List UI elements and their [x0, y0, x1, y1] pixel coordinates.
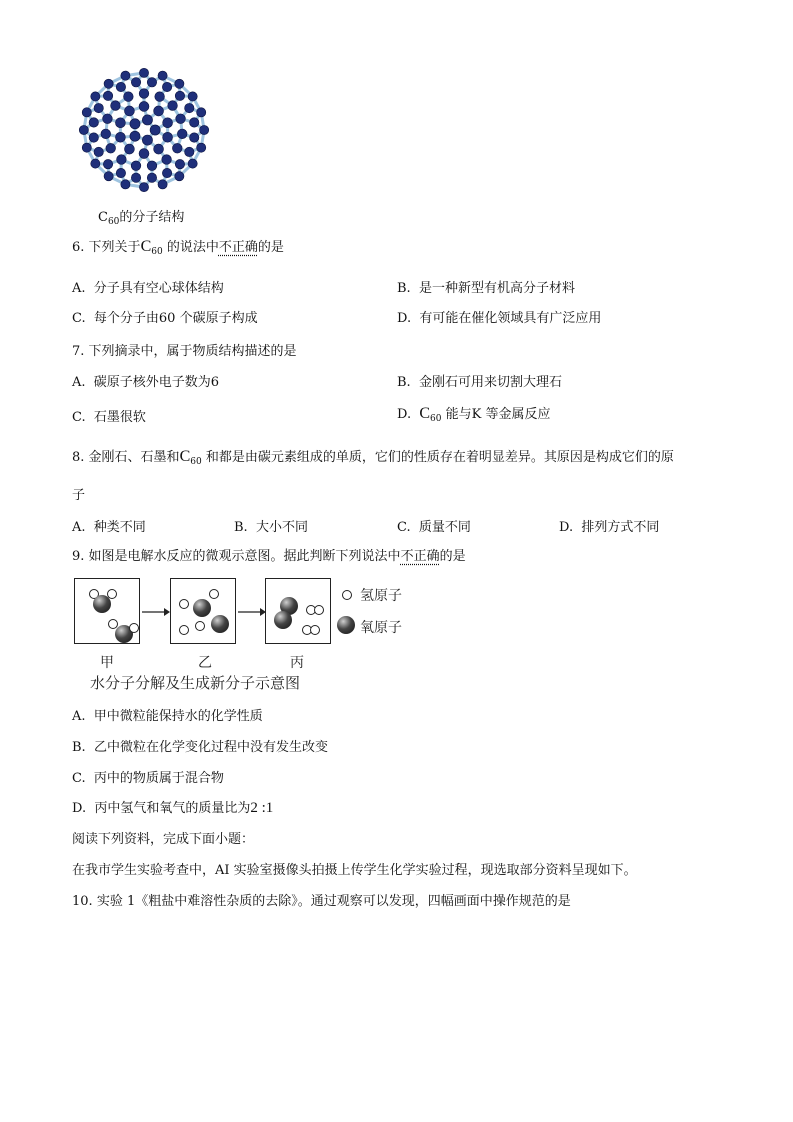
electrolysis-diagram: [72, 576, 412, 696]
arrow-icon: [140, 606, 170, 618]
c60-atom: [175, 172, 184, 181]
emphasis-not-correct: 不正确: [218, 240, 258, 255]
c60-atom: [121, 180, 130, 189]
hydrogen-atom: [195, 621, 205, 631]
q9-stem: 9. 如图是电解水反应的微观示意图。据此判断下列说法中不正确的是: [72, 549, 466, 564]
reading-intro: 阅读下列资料，完成下面小题：: [72, 832, 255, 847]
hydrogen-atom: [129, 623, 139, 633]
q9-option-a[interactable]: A. 甲中微粒能保持水的化学性质: [72, 709, 263, 724]
c60-atom: [142, 115, 152, 125]
oxygen-atom: [274, 611, 292, 629]
c60-atom: [111, 101, 121, 111]
c60-atom: [131, 173, 140, 182]
q10-stem: 10. 实验 1《粗盐中难溶性杂质的去除》。通过观察可以发现，四幅画面中操作规范的是: [72, 894, 571, 909]
q9-option-c[interactable]: C. 丙中的物质属于混合物: [72, 771, 224, 786]
c60-atom: [190, 118, 199, 127]
c60-molecule-image: [72, 64, 216, 200]
c60-atom: [104, 79, 113, 88]
c60-atom: [101, 129, 111, 139]
c60-atom: [139, 149, 149, 159]
diagram-label-yi: 乙: [198, 655, 212, 671]
q6-option-c[interactable]: C. 每个分子由60 个碳原子构成: [72, 311, 258, 326]
c60-atom: [115, 132, 125, 142]
c60-atom: [150, 125, 160, 135]
c60-atom: [94, 147, 103, 156]
c60-atom: [142, 135, 152, 145]
c60-atom: [172, 143, 182, 153]
c60-atom: [175, 79, 184, 88]
hydrogen-atom: [209, 589, 219, 599]
mass-ratio: 2 :1: [250, 800, 274, 816]
c60-caption: $C_{60}$的分子结构: [98, 210, 185, 227]
diagram-box-bing: [265, 578, 331, 644]
q7-option-a[interactable]: A. 碳原子核外电子数为6: [72, 375, 220, 390]
c60-atom: [94, 103, 103, 112]
c60-atom: [188, 159, 197, 168]
c60-atom: [188, 92, 197, 101]
c60-atom: [139, 183, 148, 192]
q6-stem: 6. 下列关于$C_{60}$ 的说法中不正确的是: [72, 238, 284, 257]
c60-atom: [103, 159, 112, 168]
arrow-icon: [236, 606, 266, 618]
c60-figure: [72, 64, 216, 200]
c60-atom: [158, 71, 167, 80]
c60-atom: [103, 91, 112, 100]
c60-atom: [197, 143, 206, 152]
c60-atom: [185, 147, 194, 156]
c60-atom: [91, 92, 100, 101]
c60-atom: [158, 180, 167, 189]
hydrogen-atom: [179, 625, 189, 635]
c60-atom: [82, 143, 91, 152]
q7-option-b[interactable]: B. 金刚石可用来切割大理石: [397, 375, 562, 390]
diagram-box-yi: [170, 578, 236, 644]
c60-atom: [139, 68, 148, 77]
diagram-label-bing: 丙: [290, 655, 304, 671]
c60-atom: [130, 131, 140, 141]
c60-atom: [155, 92, 165, 102]
c60-atom: [197, 108, 206, 117]
c60-atom: [147, 78, 156, 87]
oxygen-atom: [193, 599, 211, 617]
legend-oxygen-label: 氧原子: [360, 620, 402, 636]
c60-atom: [104, 172, 113, 181]
q8-stem-line2: 子: [72, 488, 86, 503]
diagram-label-jia: 甲: [100, 655, 114, 671]
c60-atom: [124, 144, 134, 154]
q8-option-d[interactable]: D. 排列方式不同: [559, 520, 660, 535]
q9-option-d[interactable]: D. 丙中氢气和氧气的质量比为2 :1: [72, 800, 274, 816]
c60-atom: [79, 125, 88, 134]
q8-option-a[interactable]: A. 种类不同: [72, 520, 146, 535]
c60-atom: [116, 82, 125, 91]
q9-option-b[interactable]: B. 乙中微粒在化学变化过程中没有发生改变: [72, 740, 328, 755]
legend-hydrogen-label: 氢原子: [360, 588, 402, 604]
c60-atom: [168, 101, 178, 111]
c60-atom: [162, 155, 172, 165]
hydrogen-atom: [179, 599, 189, 609]
c60-atom: [154, 144, 164, 154]
hydrogen-atom: [314, 605, 324, 615]
c60-atom: [130, 119, 140, 129]
c60-atom: [200, 125, 209, 134]
q8-option-c[interactable]: C. 质量不同: [397, 520, 471, 535]
c60-atom: [177, 129, 187, 139]
q6-option-a[interactable]: A. 分子具有空心球体结构: [72, 281, 224, 296]
c60-atom: [139, 101, 149, 111]
hydrogen-atom: [310, 625, 320, 635]
c60-atom: [147, 161, 157, 171]
c60-atom: [175, 91, 184, 100]
c60-atom: [131, 161, 141, 171]
c60-atom: [154, 106, 164, 116]
q6-option-b[interactable]: B. 是一种新型有机高分子材料: [397, 281, 575, 296]
c60-atom: [175, 159, 184, 168]
c60-atom: [162, 168, 171, 177]
c60-atom: [131, 78, 140, 87]
oxygen-atom: [211, 615, 229, 633]
c60-atom: [89, 118, 98, 127]
c60-atom: [124, 92, 134, 102]
hydrogen-atom: [107, 589, 117, 599]
reading-material: 在我市学生实验考查中，AI 实验室摄像头拍摄上传学生化学实验过程，现选取部分资料呈现如下。: [72, 863, 637, 878]
q7-option-c[interactable]: C. 石墨很软: [72, 410, 146, 425]
c60-atom: [163, 118, 173, 128]
legend-hydrogen-symbol: [342, 590, 352, 600]
c60-atom: [139, 89, 149, 99]
c60-atom: [89, 133, 98, 142]
emphasis-not-correct: 不正确: [400, 549, 440, 564]
c60-atom: [162, 82, 171, 91]
c60-atom: [124, 106, 134, 116]
c60-atom: [116, 168, 125, 177]
c60-atom: [190, 133, 199, 142]
diagram-box-jia: [74, 578, 140, 644]
legend-oxygen-symbol: [337, 616, 355, 634]
q7-option-d[interactable]: D. $C_{60}$ 能与K 等金属反应: [397, 405, 551, 424]
c60-atom: [185, 103, 194, 112]
c60-atom: [147, 173, 156, 182]
c60-atom: [106, 143, 116, 153]
q8-stem: 8. 金刚石、石墨和$C_{60}$ 和都是由碳元素组成的单质，它们的性质存在着明显差异。其原因是构成它们的原: [72, 448, 674, 467]
c60-atom: [91, 159, 100, 168]
q8-option-b[interactable]: B. 大小不同: [234, 520, 308, 535]
c60-atom: [163, 132, 173, 142]
q6-option-d[interactable]: D. 有可能在催化领域具有广泛应用: [397, 311, 602, 326]
q7-stem: 7. 下列摘录中，属于物质结构描述的是: [72, 344, 297, 359]
c60-atom: [103, 114, 113, 124]
c60-atom: [117, 155, 127, 165]
diagram-caption: 水分子分解及生成新分子示意图: [90, 674, 301, 692]
c60-atom: [82, 108, 91, 117]
c60-atom: [121, 71, 130, 80]
c60-atom: [115, 118, 125, 128]
c60-atom: [176, 114, 186, 124]
